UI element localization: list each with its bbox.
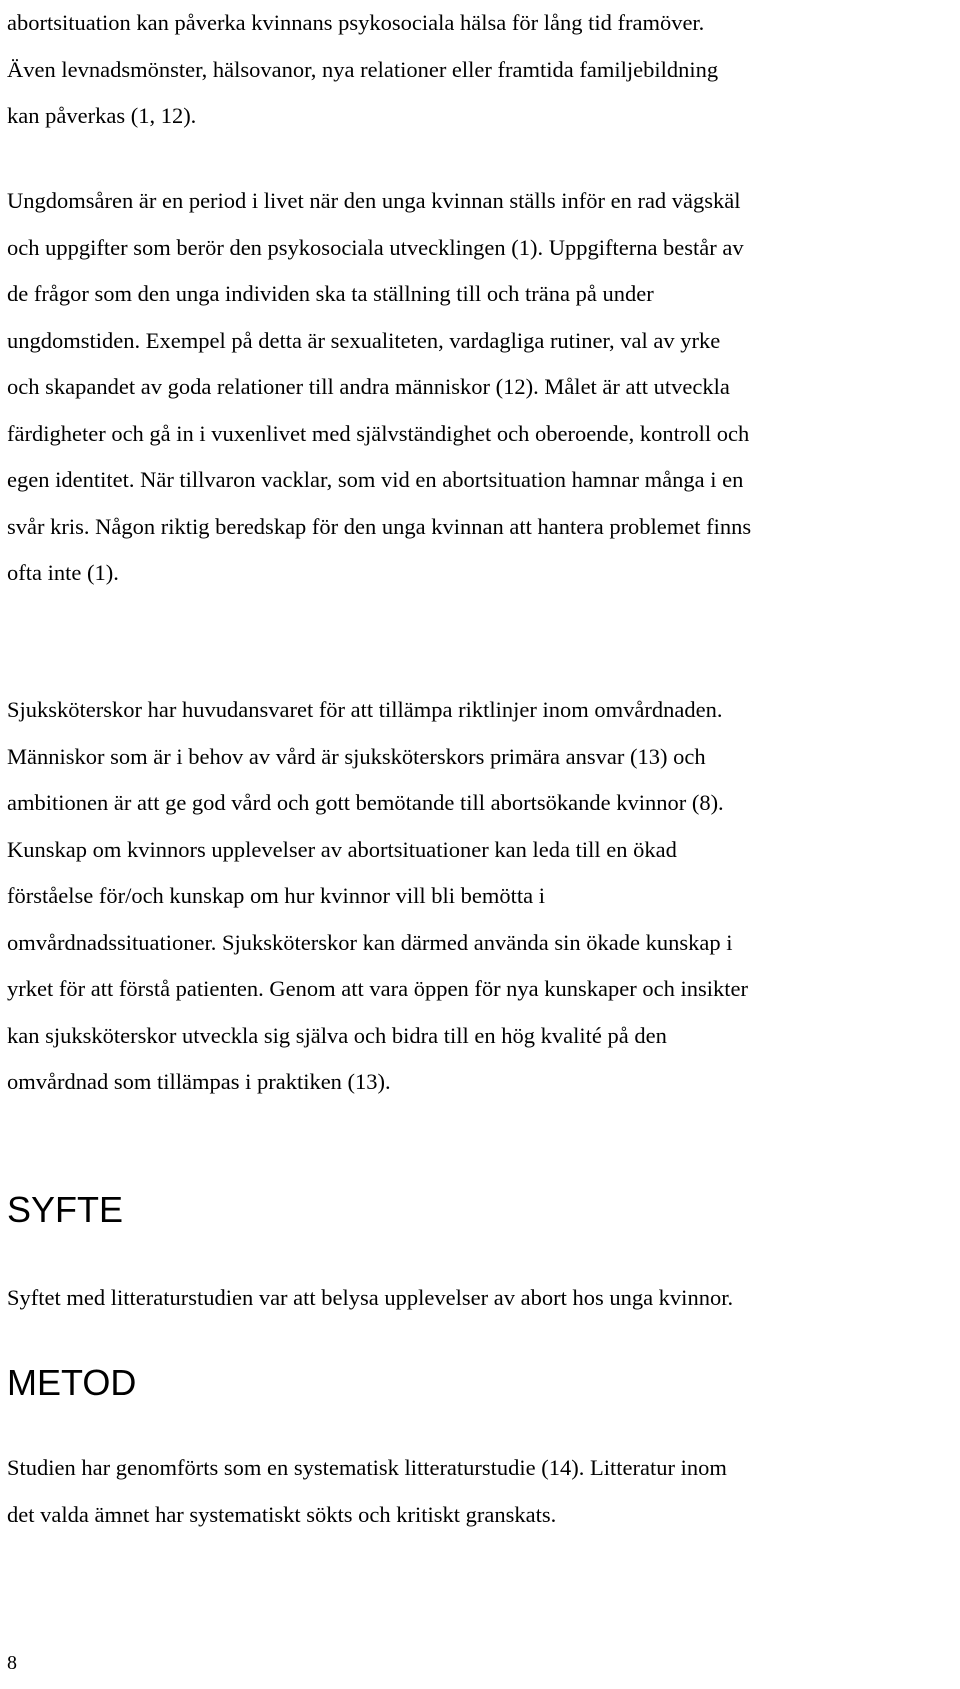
text-line: Kunskap om kvinnors upplevelser av abortsituationer kan leda till en ökad	[7, 836, 677, 862]
section-heading-metod: METOD	[7, 1362, 137, 1403]
text-line: Sjuksköterskor har huvudansvaret för att tillämpa riktlinjer inom omvårdnaden.	[7, 697, 723, 722]
text-line: omvårdnadssituationer. Sjuksköterskor kan därmed använda sin ökade kunskap i	[7, 929, 733, 955]
text-line: ofta inte (1).	[7, 560, 119, 585]
text-line: Ungdomsåren är en period i livet när den unga kvinnan ställs inför en rad vägskäl	[7, 188, 741, 213]
paragraph-nurses	[7, 687, 912, 1106]
text-line: kan påverkas (1, 12).	[7, 103, 197, 128]
paragraph-adolescence	[7, 178, 912, 597]
text-line: färdigheter och gå in i vuxenlivet med självständighet och oberoende, kontroll och	[7, 420, 750, 446]
paragraph-intro-continuation	[7, 0, 912, 140]
text-line: förståelse för/och kunskap om hur kvinnor vill bli bemötta i	[7, 883, 546, 908]
paragraph-syfte	[7, 1275, 927, 1322]
text-line: yrket för att förstå patienten. Genom att vara öppen för nya kunskaper och insikter	[7, 976, 748, 1001]
text-line: kan sjuksköterskor utveckla sig själva och bidra till en hög kvalité på den	[7, 1022, 667, 1048]
text-line: det valda ämnet har systematiskt sökts och kritiskt granskats.	[7, 1501, 557, 1527]
page-number: 8	[7, 1652, 17, 1674]
text-line: Människor som är i behov av vård är sjuksköterskors primära ansvar (13) och	[7, 743, 706, 769]
paragraph-metod	[7, 1445, 912, 1538]
text-line: och skapandet av goda relationer till andra människor (12). Målet är att utveckla	[7, 374, 730, 399]
text-line: de frågor som den unga individen ska ta ställning till och träna på under	[7, 281, 654, 306]
text-line: ambitionen är att ge god vård och gott bemötande till abortsökande kvinnor (8).	[7, 790, 724, 815]
text-line: Syftet med litteraturstudien var att belysa upplevelser av abort hos unga kvinnor.	[7, 1285, 734, 1310]
text-line: Även levnadsmönster, hälsovanor, nya relationer eller framtida familjebildning	[7, 56, 719, 82]
section-heading-syfte: SYFTE	[7, 1189, 124, 1230]
text-line: abortsituation kan påverka kvinnans psykosociala hälsa för lång tid framöver.	[7, 10, 705, 35]
text-line: Studien har genomförts som en systematisk litteraturstudie (14). Litteratur inom	[7, 1455, 727, 1480]
text-line: egen identitet. När tillvaron vacklar, som vid en abortsituation hamnar många i en	[7, 467, 744, 492]
text-line: och uppgifter som berör den psykosociala utvecklingen (1). Uppgifterna består av	[7, 234, 744, 260]
text-line: omvårdnad som tillämpas i praktiken (13).	[7, 1069, 391, 1094]
text-line: ungdomstiden. Exempel på detta är sexualiteten, vardagliga rutiner, val av yrke	[7, 327, 721, 353]
text-line: svår kris. Någon riktig beredskap för den unga kvinnan att hantera problemet finns	[7, 513, 752, 539]
